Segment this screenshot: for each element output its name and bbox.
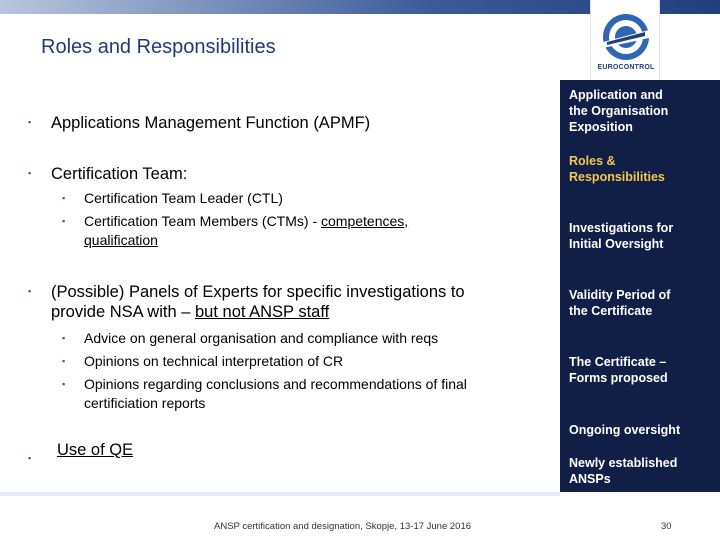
bullet-use-of-qe: Use of QE <box>57 441 134 459</box>
bullet-icon: ▪ <box>28 168 32 178</box>
bullet-panels-of-experts: (Possible) Panels of Experts for specific investigations to provide NSA with – but not ANSP staff <box>51 283 465 321</box>
eurocontrol-logo-icon <box>601 12 651 62</box>
sidebar-item-investigations[interactable]: Investigations for Initial Oversight <box>569 221 674 251</box>
sidebar-item-application-exposition[interactable]: Application and the Organisation Exposition <box>569 88 669 134</box>
bullet-icon: ▪ <box>62 356 66 366</box>
page-title: Roles and Responsibilities <box>41 36 276 58</box>
sub-bullet-opinions-conclusions: Opinions regarding conclusions and recommendations of final certificiation reports <box>84 376 467 411</box>
page-number: 30 <box>661 521 672 532</box>
bullet-certification-team: Certification Team: <box>51 165 188 183</box>
sidebar-item-certificate-forms[interactable]: The Certificate – Forms proposed <box>569 355 668 385</box>
footer-text: ANSP certification and designation, Skopje, 13-17 June 2016 <box>214 521 472 532</box>
bullet-icon: ▪ <box>62 216 66 226</box>
bullet-icon: ▪ <box>62 379 66 389</box>
sidebar-nav <box>560 80 720 492</box>
sub-bullet-ctms: Certification Team Members (CTMs) - competences, qualification <box>84 213 409 248</box>
bullet-icon: ▪ <box>28 117 32 127</box>
footer <box>0 492 720 540</box>
bullet-icon: ▪ <box>28 453 32 463</box>
sub-bullet-advice: Advice on general organisation and compliance with reqs <box>84 330 439 346</box>
bullet-icon: ▪ <box>28 286 32 296</box>
sidebar-item-ongoing-oversight[interactable]: Ongoing oversight <box>569 423 681 437</box>
sidebar-item-roles-responsibilities[interactable]: Roles & Responsibilities <box>569 154 665 184</box>
logo <box>590 0 660 80</box>
bullet-icon: ▪ <box>62 193 66 203</box>
bullet-apmf: Applications Management Function (APMF) <box>51 114 371 132</box>
sub-bullet-ctl: Certification Team Leader (CTL) <box>84 190 283 206</box>
sidebar-item-newly-established[interactable]: Newly established ANSPs <box>569 456 678 486</box>
sidebar-item-validity-period[interactable]: Validity Period of the Certificate <box>569 288 671 318</box>
sub-bullet-opinions-technical: Opinions on technical interpretation of CR <box>84 353 344 369</box>
footer-band <box>0 492 560 496</box>
bullet-icon: ▪ <box>62 333 66 343</box>
logo-text: EUROCONTROL <box>597 64 655 71</box>
